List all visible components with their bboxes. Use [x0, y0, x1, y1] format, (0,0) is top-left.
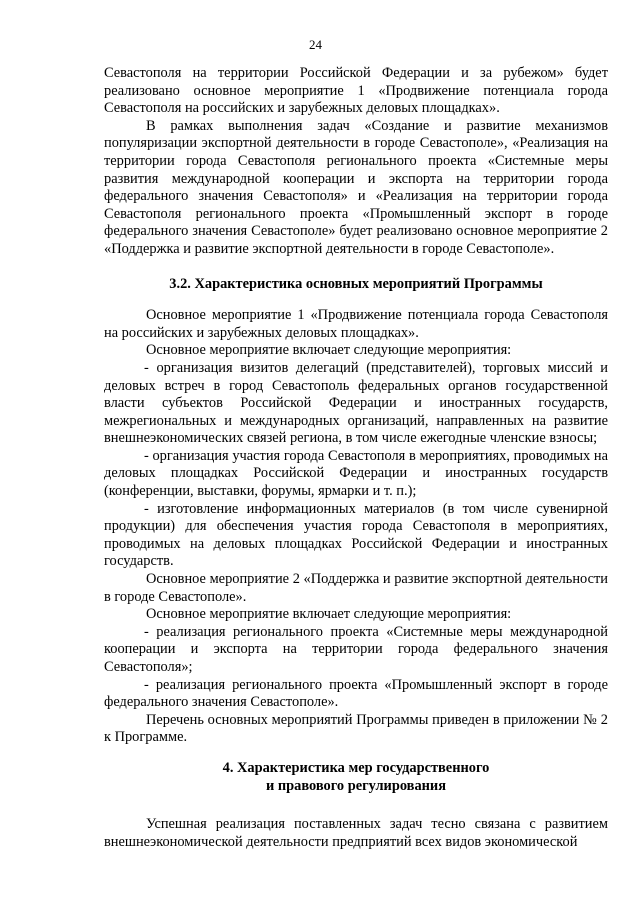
- list-item-participation: - организация участия города Севастополя в мероприятиях, проводимых на деловых площадках Российской Федерации и иностранных государств (конференции, выставки, форумы, ярмарки и т. п.);: [104, 447, 608, 500]
- list-item-visits: - организация визитов делегаций (представителей), торговых миссий и деловых встреч в город Севастополь федеральных органов государственной власти субъектов Российской Федерации и иностранных государств, межрегиональных и международных организаций, направленных на развитие внешнеэкономических связей региона, в том числе ежегодные членские взносы;: [104, 359, 608, 447]
- list-item-project-cooperation: - реализация регионального проекта «Системные меры международной кооперации и экспорта на территории города федерального значения Севастополя»;: [104, 623, 608, 675]
- paragraph-main-event-1: Основное мероприятие 1 «Продвижение потенциала города Севастополя на российских и зарубежных деловых площадках».: [104, 307, 608, 341]
- paragraph-implementation: Успешная реализация поставленных задач тесно связана с развитием внешнеэкономической деятельности предприятий всех видов экономической: [104, 816, 608, 850]
- section-heading-4-line-1: 4. Характеристика мер государственного: [222, 759, 490, 776]
- paragraph-tasks: В рамках выполнения задач «Создание и развитие механизмов популяризации экспортной деятельности в городе Севастополе», «Реализация на территории города Севастополя регионального проекта «Системные меры развития международной кооперации и экспорта на территории города федерального значения Севастополя» и «Реализация на территории города Севастополя регионального проекта «Промышленный экспорт в городе федерального значения Севастополе» будет реализовано основное мероприятие 2 «Поддержка и развитие экспортной деятельности в городе Севастополе».: [104, 117, 608, 257]
- paragraph-appendix-reference: Перечень основных мероприятий Программы приведен в приложении № 2 к Программе.: [104, 711, 608, 746]
- document-body: [104, 65, 608, 851]
- section-heading-4-line-2: и правового регулирования: [265, 777, 447, 794]
- section-heading-3-2: 3.2. Характеристика основных мероприятий Программы: [169, 275, 543, 292]
- section-heading-4: [104, 760, 608, 795]
- list-item-project-export: - реализация регионального проекта «Промышленный экспорт в городе федерального значения Севастополе».: [104, 676, 608, 711]
- paragraph-continuation: Севастополя на территории Российской Федерации и за рубежом» будет реализовано основное мероприятие 1 «Продвижение потенциала города Севастополя на российских и зарубежных деловых площадках».: [104, 65, 608, 117]
- paragraph-includes-1: Основное мероприятие включает следующие мероприятия:: [146, 342, 512, 359]
- list-item-materials: - изготовление информационных материалов (в том числе сувенирной продукции) для обеспечения участия города Севастополя в мероприятиях, проводимых на деловых площадках Российской Федерации и иностранных государств.: [104, 500, 608, 570]
- page-number: 24: [309, 37, 322, 52]
- paragraph-main-event-2: Основное мероприятие 2 «Поддержка и развитие экспортной деятельности в городе Севастополе».: [104, 571, 608, 605]
- paragraph-includes-2: Основное мероприятие включает следующие мероприятия:: [146, 606, 512, 623]
